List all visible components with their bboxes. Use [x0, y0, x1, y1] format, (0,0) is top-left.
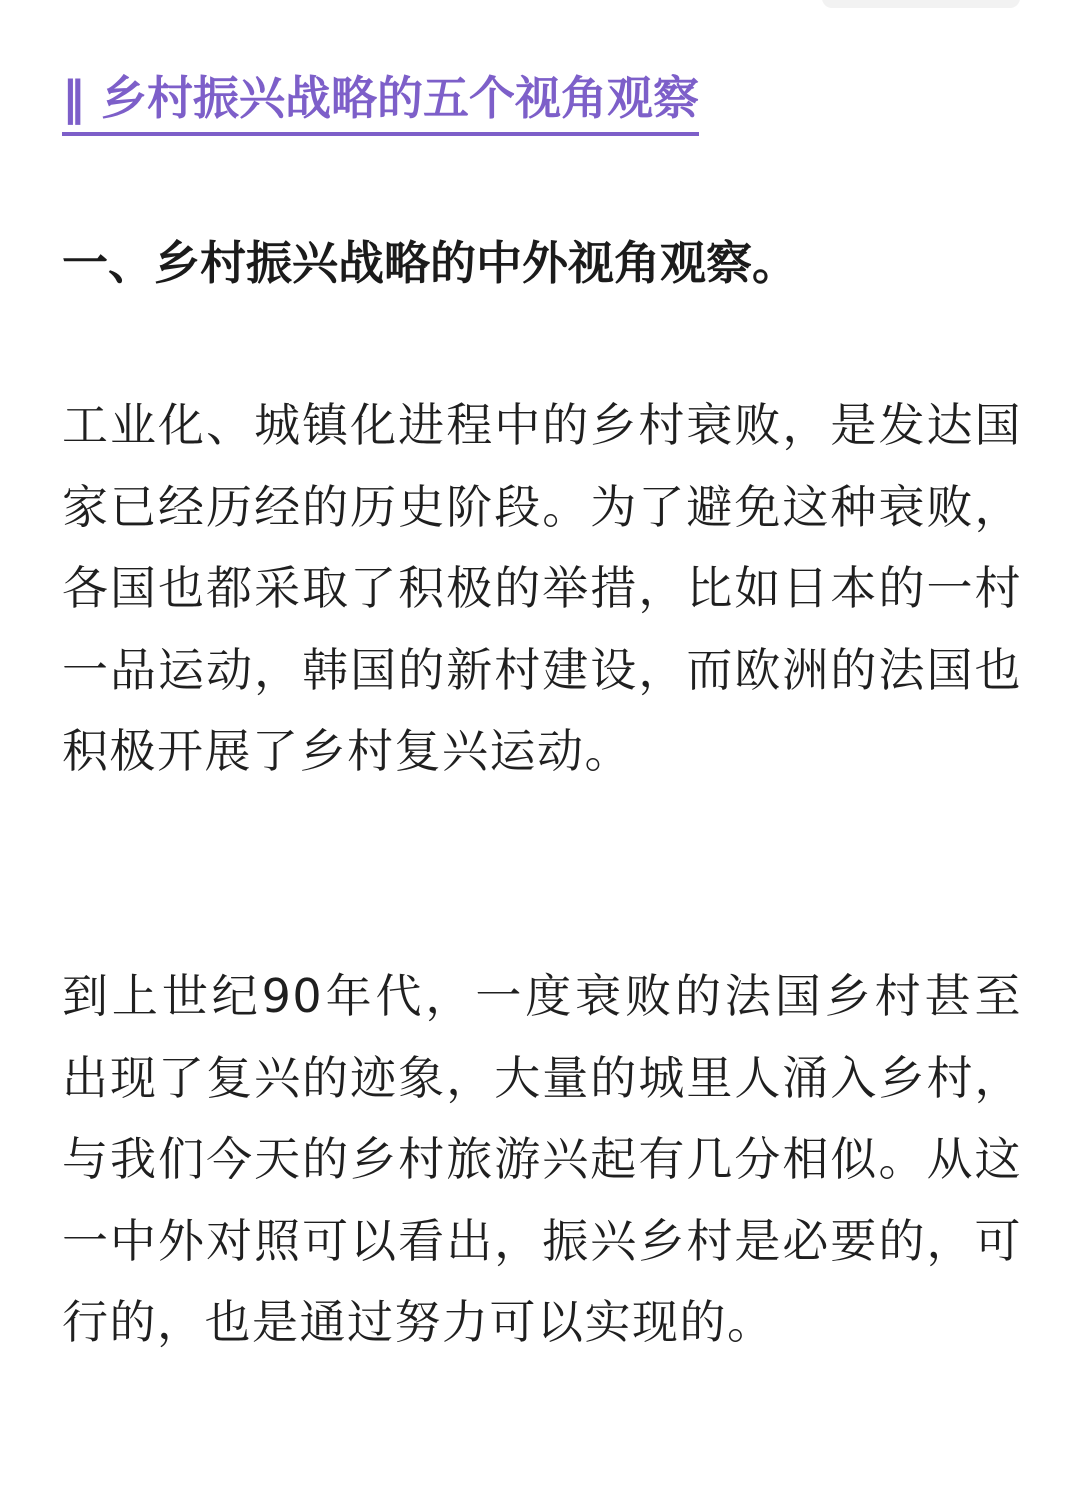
section-title-link[interactable]: ‖ 乡村振兴战略的五个视角观察 — [62, 66, 699, 136]
paragraph: 到上世纪90年代，一度衰败的法国乡村甚至出现了复兴的迹象，大量的城里人涌入乡村，与我们今天的乡村旅游兴起有几分相似。从这一中外对照可以看出，振兴乡村是必要的，可行的，也是通过努力可以实现的。 — [62, 969, 1022, 1349]
paragraph: 工业化、城镇化进程中的乡村衰败，是发达国家已经历经的历史阶段。为了避免这种衰败，各国也都采取了积极的举措，比如日本的一村一品运动，韩国的新村建设，而欧洲的法国也积极开展了乡村复兴运动。 — [62, 398, 1022, 778]
top-tab — [822, 0, 1020, 8]
subheading: 一、乡村振兴战略的中外视角观察。 — [62, 236, 798, 290]
